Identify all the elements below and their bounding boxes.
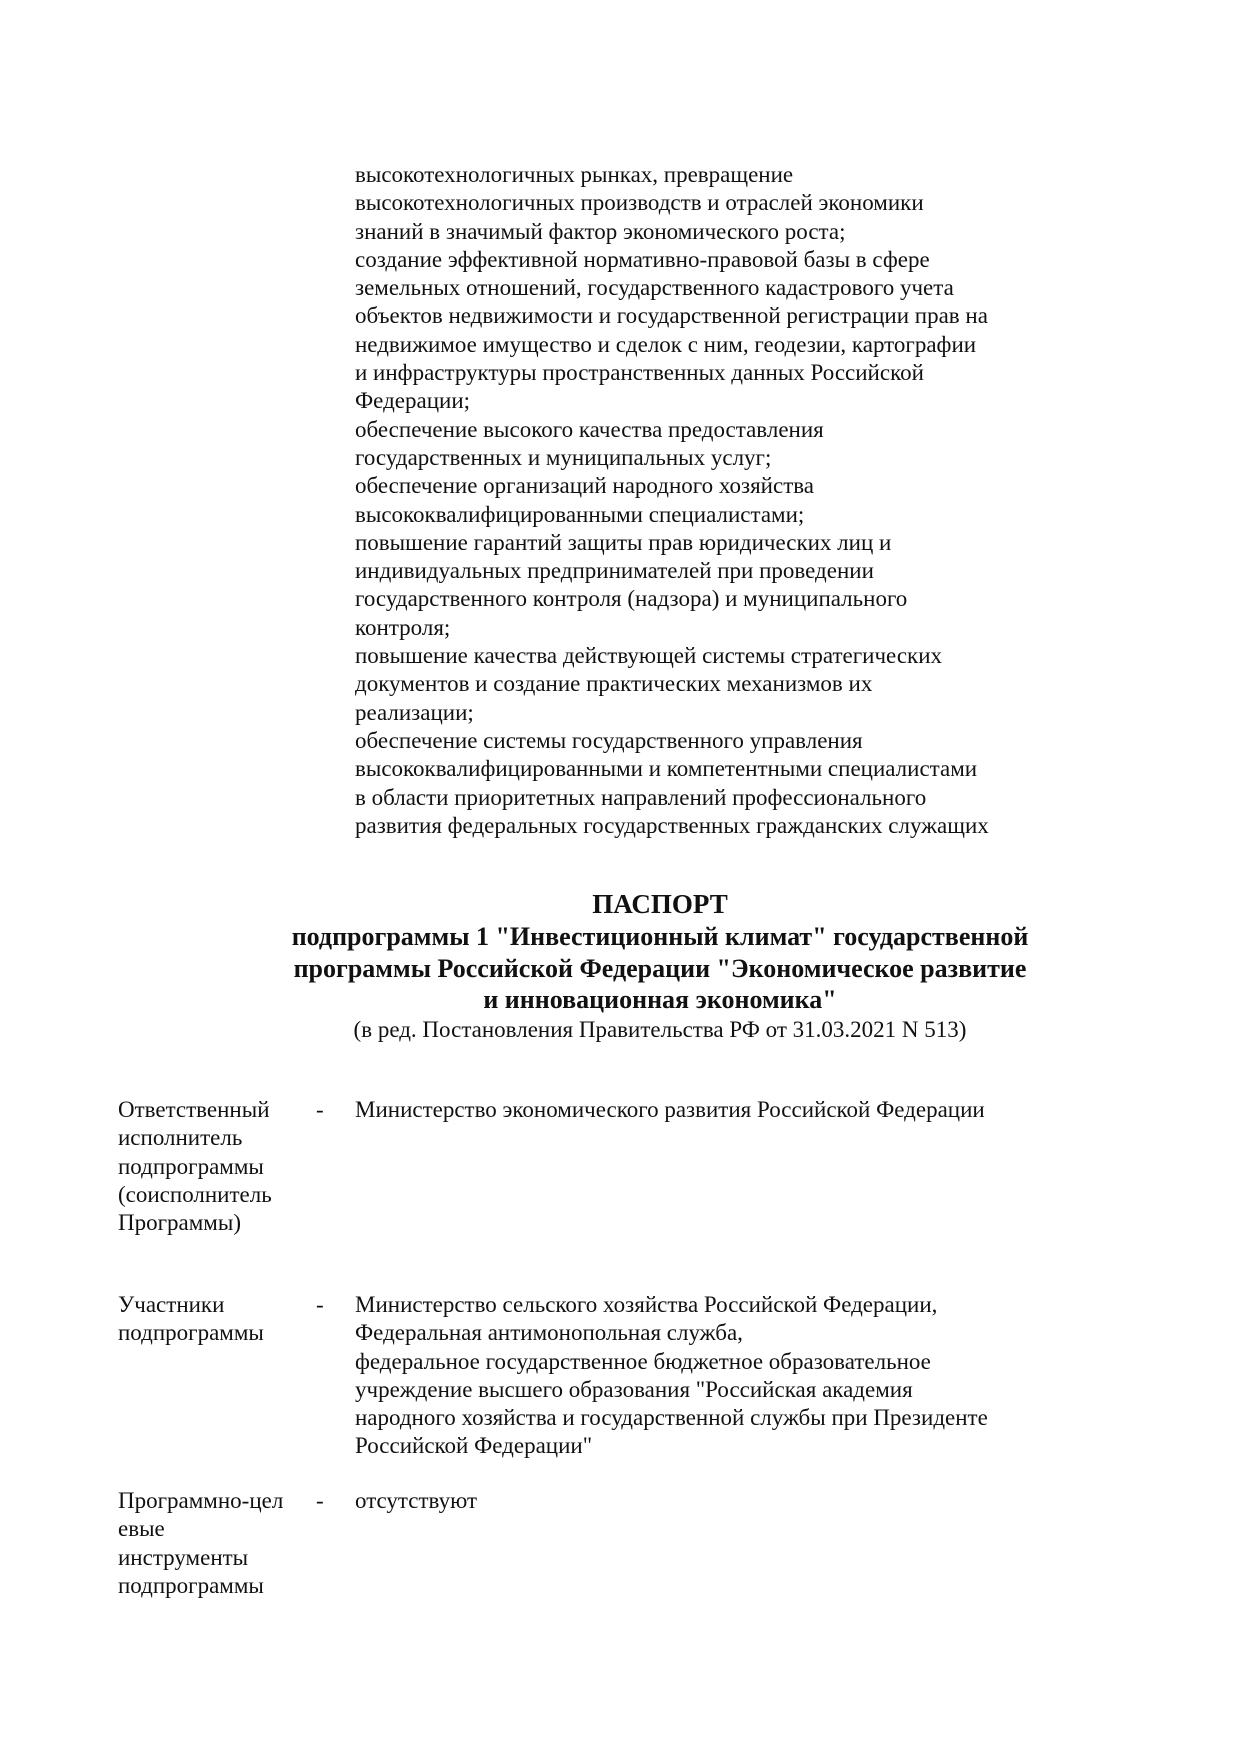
passport-heading — [180, 887, 1140, 1044]
text-line: высококвалифицированными специалистами; — [355, 501, 805, 527]
label-line: подпрограммы — [118, 1153, 264, 1179]
label-line: инструменты — [118, 1544, 249, 1570]
text-line: недвижимое имущество и сделок с ним, геодезии, картографии — [355, 331, 977, 357]
value-line: народного хозяйства и государственной службы при Президенте — [355, 1405, 988, 1431]
label-line: (соисполнитель — [118, 1181, 272, 1207]
passport-subtitle — [180, 921, 1140, 1016]
text-line: обеспечение организаций народного хозяйства — [355, 473, 815, 499]
text-line: высокотехнологичных производств и отраслей экономики — [355, 190, 924, 216]
value-line: Министерство сельского хозяйства Российской Федерации, — [355, 1292, 938, 1317]
label-line: подпрограммы — [118, 1320, 264, 1346]
row-dash: - — [316, 1292, 324, 1317]
text-line: высококвалифицированными и компетентными специалистами — [355, 756, 978, 782]
text-line: контроля; — [355, 614, 451, 640]
subtitle-line: и инновационная экономика" — [483, 985, 837, 1014]
value-line: Российской Федерации" — [355, 1433, 593, 1459]
text-line: реализации; — [355, 699, 474, 725]
text-line: государственных и муниципальных услуг; — [355, 444, 772, 470]
text-line: объектов недвижимости и государственной регистрации прав на — [355, 303, 988, 329]
row-label — [118, 1487, 303, 1600]
text-line: обеспечение высокого качества предоставления — [355, 416, 824, 442]
text-line: документов и создание практических механизмов их — [355, 671, 873, 697]
text-line: земельных отношений, государственного кадастрового учета — [355, 275, 954, 301]
row-label — [118, 1291, 303, 1348]
text-line: развития федеральных государственных гражданских служащих — [355, 812, 989, 838]
subtitle-line: программы Российской Федерации "Экономическое развитие — [293, 953, 1027, 983]
value-line: учреждение высшего образования "Российская академия — [355, 1376, 913, 1402]
row-dash: - — [316, 1097, 324, 1122]
row-value — [355, 1096, 1095, 1124]
continuation-text-block — [355, 161, 1075, 840]
label-line: Программно-цел — [118, 1488, 284, 1513]
text-line: повышение качества действующей системы стратегических — [355, 643, 943, 669]
label-line: Программы) — [118, 1210, 241, 1236]
text-line: индивидуальных предпринимателей при проведении — [355, 558, 874, 584]
label-line: исполнитель — [118, 1125, 243, 1151]
row-value — [355, 1291, 1095, 1461]
row-value — [355, 1487, 1095, 1515]
table-row-instruments — [118, 1487, 1118, 1607]
passport-table — [118, 1096, 1118, 1607]
text-line: высокотехнологичных рынках, превращение — [355, 162, 794, 187]
value-line: отсутствуют — [355, 1488, 478, 1513]
text-line: государственного контроля (надзора) и муниципального — [355, 586, 908, 612]
label-line: Ответственный — [118, 1097, 270, 1122]
text-line: создание эффективной нормативно-правовой базы в сфере — [355, 246, 930, 272]
text-line: обеспечение системы государственного управления — [355, 727, 863, 753]
label-line: евые — [118, 1516, 165, 1542]
text-line: повышение гарантий защиты прав юридических лиц и — [355, 529, 892, 555]
value-line: Министерство экономического развития Российской Федерации — [355, 1097, 985, 1122]
value-line: Федеральная антимонопольная служба, — [355, 1320, 743, 1346]
label-line: подпрограммы — [118, 1572, 264, 1598]
text-line: Федерации; — [355, 388, 471, 414]
text-line: в области приоритетных направлений профессионального — [355, 784, 927, 810]
table-row-participants — [118, 1291, 1118, 1487]
row-label — [118, 1096, 303, 1237]
text-line: знаний в значимый фактор экономического роста; — [355, 218, 846, 244]
text-line: и инфраструктуры пространственных данных Российской — [355, 360, 924, 386]
passport-title: ПАСПОРТ — [592, 889, 728, 919]
label-line: Участники — [118, 1292, 225, 1317]
amendment-note: (в ред. Постановления Правительства РФ от 31.03.2021 N 513) — [353, 1016, 967, 1042]
table-row-responsible — [118, 1096, 1118, 1291]
row-dash: - — [316, 1488, 324, 1513]
subtitle-line: подпрограммы 1 "Инвестиционный климат" государственной — [291, 922, 1029, 951]
value-line: федеральное государственное бюджетное образовательное — [355, 1348, 931, 1374]
